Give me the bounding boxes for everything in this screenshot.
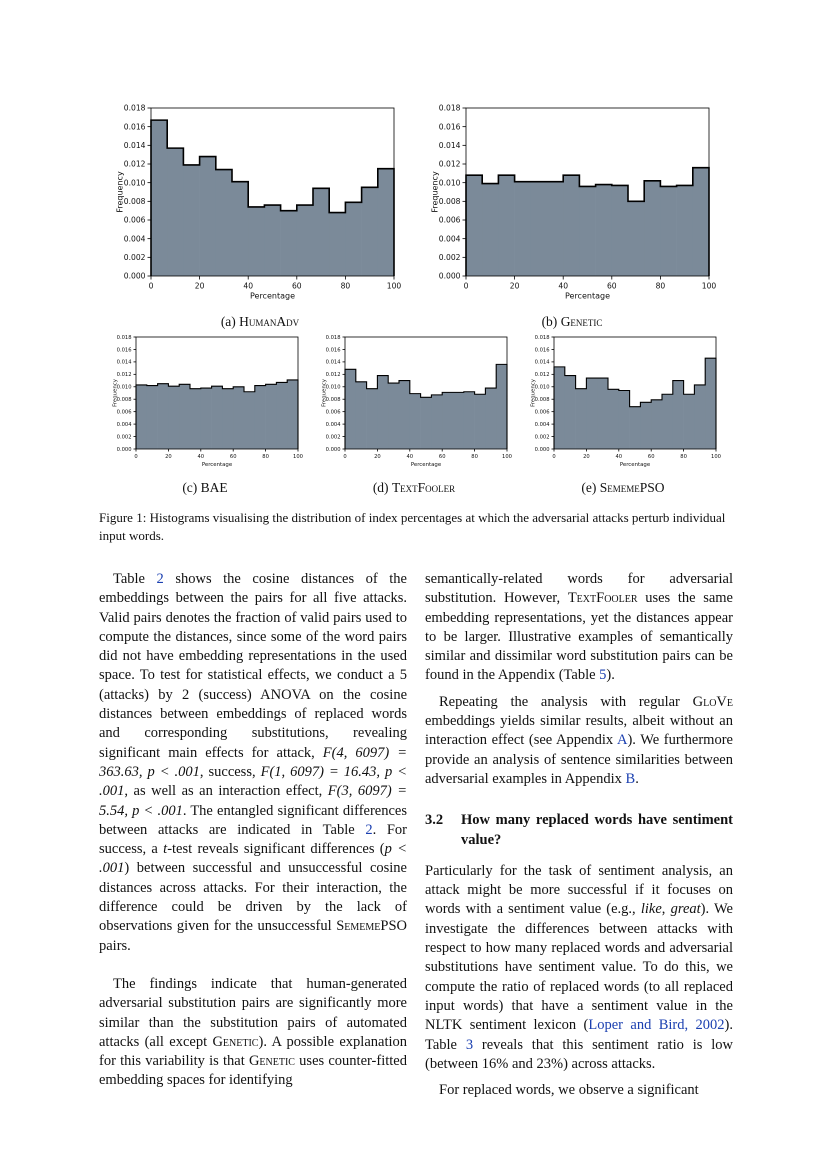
table-ref-link[interactable]: 5 [599,667,607,684]
histogram-bar [640,402,651,449]
histogram-svg [105,100,405,300]
histogram-bar [673,381,684,449]
right-column [425,570,733,1100]
text: uses counter-fitted embedding spaces for identifying [99,1053,407,1089]
text: , as well as an interaction effect, [124,783,328,800]
x-axis-label: Percentage [249,291,296,301]
y-tick-label: 0.018 [438,103,461,113]
histogram-bar [248,207,265,276]
y-tick-label: 0.006 [534,409,550,416]
x-tick-label: 0 [148,281,154,291]
histogram-bar [660,186,677,276]
y-axis-label: Frequency [112,379,119,407]
y-tick-label: 0.016 [438,122,461,132]
histogram-bar [563,175,580,276]
subcaption-c-label: (c) [182,480,198,495]
histogram-bar [498,175,515,276]
y-tick-label: 0.000 [534,446,550,453]
math-expression: F(3, 6097) = 5.54, p < .001 [99,783,407,819]
section-number: 3.2 [425,812,444,829]
histogram-bar [179,384,190,449]
y-tick-label: 0.008 [438,196,461,206]
histogram-bar [244,392,255,449]
histogram-bar [313,188,330,276]
subcaption-b [472,314,672,330]
y-tick-label: 0.002 [534,434,550,441]
y-tick-label: 0.010 [123,178,146,188]
histogram-bar [377,376,388,449]
y-tick-label: 0.004 [325,421,341,428]
histogram-bar [216,170,233,276]
histogram-svg [313,332,513,467]
x-tick-label: 0 [463,281,469,291]
x-tick-label: 60 [291,281,302,291]
histogram-bar [693,168,710,276]
y-tick-label: 0.014 [534,359,550,366]
histogram-bar [147,386,158,449]
math-expression: t [163,841,168,858]
histogram-bar [233,387,244,449]
histogram-bar [565,376,576,449]
histogram-bar [345,202,362,276]
text: embeddings yields similar results, albeit without an interaction effect (see Appendix [425,713,733,749]
y-tick-label: 0.002 [325,434,341,441]
histogram-bar [167,148,184,276]
histogram-bar [266,384,277,449]
citation-link[interactable]: Loper and Bird, 2002 [588,1017,725,1034]
y-tick-label: 0.016 [116,347,132,354]
subcaption-b-name: Genetic [560,314,603,329]
x-tick-label: 0 [552,454,556,461]
attack-name: SememePSO [336,918,407,935]
x-tick-label: 100 [711,454,721,461]
histogram-bar [442,392,453,449]
example-word: great [670,901,701,918]
histogram-bar [482,184,499,276]
subcaption-a-name: HumanAdv [239,314,300,329]
text: . [635,770,639,787]
histogram-svg [420,100,720,300]
histogram-bar [264,205,281,276]
histogram-bar [453,392,464,449]
histogram-bar [201,388,212,449]
section-title: How many replaced words have sentiment value? [461,812,733,848]
text: reveals that this sentiment ratio is low (between 16% and 23%) across attacks. [425,1036,733,1072]
text: -test reveals significant differences ( [167,841,385,858]
paragraph-findings [99,975,407,1091]
x-tick-label: 100 [502,454,512,461]
subcaption-e-name: SememePSO [599,480,665,495]
histogram-bar [151,120,168,276]
paragraph-cosine-distances [99,570,407,956]
x-tick-label: 0 [343,454,347,461]
histogram-bar [388,383,399,449]
histogram-bar [597,378,608,449]
subcaption-d-name: TextFooler [391,480,456,495]
y-tick-label: 0.014 [123,140,146,150]
math-expression: p < .001 [99,841,407,877]
histogram-bar [496,364,507,449]
table-ref-link[interactable]: 2 [156,571,164,587]
y-axis-label: Frequency [115,171,125,213]
table-ref-link[interactable]: 2 [365,821,373,838]
histogram-bar [281,211,298,276]
histogram-bar [662,394,673,449]
y-tick-label: 0.008 [116,397,132,404]
histogram-bar [612,185,629,276]
text: . For success, a [99,821,407,858]
x-tick-label: 100 [701,281,717,291]
x-tick-label: 0 [134,454,138,461]
histogram-bar [485,388,496,449]
histogram-bar [255,386,266,449]
histogram-bar [212,386,223,449]
histogram-bar [515,182,532,276]
y-tick-label: 0.010 [534,384,550,391]
x-tick-label: 80 [340,281,351,291]
text: ). We investigate the differences between attacks with respect to how many replaced words and adversarial substitutions have sentiment value. To do this, we compute the ratio of replaced words (to all replaced input words) that have a sentiment value in the NLTK sentiment lexicon ( [425,901,733,1034]
y-tick-label: 0.004 [123,234,146,244]
y-tick-label: 0.012 [123,159,146,169]
x-tick-label: 40 [615,454,623,461]
histogram-bar [431,395,442,449]
y-tick-label: 0.008 [325,397,341,404]
text: The findings indicate that human-generated adversarial substitution pairs are significantly more similar than the substitution pairs of automated attacks (all except [99,975,407,1050]
x-tick-label: 80 [680,454,687,461]
histogram-bar [183,165,200,276]
subcaption-c [120,480,290,496]
y-tick-label: 0.006 [325,409,341,416]
histogram-bar [651,400,662,449]
x-tick-label: 40 [243,281,254,291]
x-tick-label: 60 [438,454,446,461]
histogram-bar [345,369,356,449]
y-tick-label: 0.008 [123,196,146,206]
histogram-bar [421,397,432,449]
histogram-bar [576,389,587,449]
histogram-bar [475,394,486,449]
subcaption-b-label: (b) [541,314,558,329]
embedding-name: GloVe [692,693,733,710]
y-tick-label: 0.010 [116,384,132,391]
paragraph-replaced-words [425,1081,733,1100]
y-tick-label: 0.002 [116,434,132,441]
histogram-bar [705,358,716,449]
histogram-bar [677,185,694,276]
y-tick-label: 0.014 [325,359,341,366]
histogram-bar [464,392,475,449]
text: pairs. [99,937,131,954]
histogram-bar [168,386,179,449]
y-tick-label: 0.014 [438,140,461,150]
y-tick-label: 0.018 [325,334,341,341]
y-tick-label: 0.018 [116,334,132,341]
y-axis-label: Frequency [530,379,537,407]
histogram-bar [136,385,147,449]
text: shows the cosine distances of the embeddings between the pairs for all five attacks. Valid pairs denotes the fraction of valid pairs used to compute the distances, since some of the word pairs did not have embedding representations in the used space. To test for statistical effects, we conduct a 5 (attacks) by 2 (success) ANOVA on the cosine distances between embeddings of replaced words and corresponding substitutions, revealing significant main effects for attack, [99,571,407,761]
y-tick-label: 0.016 [534,347,550,354]
text: ) between successful and unsuccessful cosine distances across attacks. For their interaction, the difference could be driven by the lack of observations given for the unsuccessful [99,860,407,935]
x-tick-label: 40 [197,454,205,461]
histogram-bar [694,385,705,449]
math-expression: F(4, 6097) = 363.63, p < .001 [99,744,407,780]
y-tick-label: 0.004 [534,421,550,428]
text: ). [606,667,615,684]
histogram-bar [554,367,565,449]
y-tick-label: 0.006 [116,409,132,416]
text: ). Table [425,1017,733,1053]
y-tick-label: 0.018 [123,103,146,113]
appendix-ref-link[interactable]: A [616,732,628,749]
y-tick-label: 0.000 [123,271,146,281]
x-tick-label: 80 [262,454,269,461]
histogram-svg [104,332,304,467]
x-tick-label: 20 [509,281,520,291]
y-tick-label: 0.008 [534,397,550,404]
text: Repeating the analysis with regular [439,693,693,710]
y-tick-label: 0.012 [438,159,461,169]
histogram-bar [158,384,169,449]
y-tick-label: 0.002 [123,252,146,262]
histogram-bar [222,389,233,449]
y-tick-label: 0.004 [116,421,132,428]
figure-caption-label: Figure 1: [99,510,147,525]
y-tick-label: 0.018 [534,334,550,341]
histogram-bar [531,182,548,276]
x-tick-label: 100 [293,454,303,461]
histogram-bar [362,187,379,276]
attack-name: Genetic [212,1033,259,1050]
y-tick-label: 0.000 [116,446,132,453]
y-tick-label: 0.004 [438,234,461,244]
histogram-bar [684,394,695,449]
histogram-bar [378,169,395,276]
subcaption-a [160,314,360,330]
section-heading [425,811,733,850]
histogram-bar [297,205,314,276]
y-tick-label: 0.012 [325,372,341,379]
subcaption-c-name: BAE [200,480,228,495]
x-axis-label: Percentage [564,291,611,301]
histogram-bar [329,213,346,276]
x-tick-label: 20 [165,454,172,461]
y-axis-label: Frequency [321,379,328,407]
text: . The entangled significant differences between attacks are indicated in Table [99,802,407,838]
y-tick-label: 0.010 [438,178,461,188]
y-tick-label: 0.002 [438,252,461,262]
paragraph-continuation [425,570,733,686]
text: Table [113,571,157,587]
histogram-bar [596,185,613,276]
text: ). A possible explanation for this variability is that [99,1033,408,1070]
y-tick-label: 0.014 [116,359,132,366]
histogram-svg [522,332,722,467]
appendix-ref-link[interactable]: B [625,770,636,787]
x-axis-label: Percentage [201,461,233,468]
math-expression: F(1, 6097) = 16.43, p < .001 [99,763,407,800]
histogram-bar [608,389,619,449]
y-tick-label: 0.006 [123,215,146,225]
text: Particularly for the task of sentiment analysis, an attack might be more successful if it focuses on words with a sentiment value (e.g., [425,862,733,918]
table-ref-link[interactable]: 3 [465,1036,474,1053]
text: , success, [199,763,261,780]
histogram-bar [586,378,597,449]
attack-name: Genetic [248,1053,295,1070]
histogram-genetic [420,100,720,300]
histogram-bar [547,182,564,276]
subcaption-e-label: (e) [581,480,597,495]
histogram-bar [399,381,410,449]
histogram-sememepso [522,332,722,467]
text: ). We furthermore provide an analysis of sentence similarities between adversarial examples in Appendix [425,732,733,787]
x-tick-label: 20 [194,281,205,291]
paragraph-glove [425,693,733,789]
histogram-humanadv [105,100,405,300]
histogram-bar [232,182,249,276]
histogram-bar [276,382,287,449]
y-tick-label: 0.012 [534,372,550,379]
y-tick-label: 0.006 [438,215,461,225]
histogram-bar [466,175,483,276]
attack-name: TextFooler [567,590,638,607]
figure-caption [99,509,729,545]
left-column [99,570,407,1091]
subcaption-a-label: (a) [220,314,236,329]
y-tick-label: 0.016 [123,122,146,132]
x-tick-label: 20 [583,454,590,461]
histogram-textfooler [313,332,513,467]
x-tick-label: 80 [655,281,666,291]
histogram-bar [287,380,298,449]
y-tick-label: 0.016 [325,347,341,354]
x-tick-label: 60 [229,454,237,461]
subcaption-d [329,480,499,496]
histogram-bar [410,394,421,449]
x-tick-label: 60 [647,454,655,461]
x-tick-label: 100 [386,281,402,291]
x-axis-label: Percentage [410,461,442,468]
histogram-bar [367,389,378,449]
text: , [661,901,671,918]
histogram-bae [104,332,304,467]
y-tick-label: 0.000 [438,271,461,281]
histogram-bar [644,181,661,276]
histogram-bar [356,382,367,449]
x-tick-label: 40 [558,281,569,291]
histogram-bar [190,389,201,449]
y-tick-label: 0.010 [325,384,341,391]
example-word: like [640,901,662,918]
x-axis-label: Percentage [619,461,651,468]
paragraph-sentiment [425,862,733,1074]
x-tick-label: 20 [374,454,381,461]
text: semantically-related words for adversarial substitution. However, [425,571,733,607]
y-tick-label: 0.000 [325,446,341,453]
text: uses the same embedding representations, yet the distances appear to be larger. Illustrative examples of semantically similar and dissimilar word substitution pairs can be found in the Appendix (Table [425,590,733,684]
x-tick-label: 60 [606,281,617,291]
subcaption-d-label: (d) [372,480,389,495]
y-axis-label: Frequency [430,171,440,213]
figure-caption-text: Histograms visualising the distribution of index percentages at which the adversarial attacks perturb individual input words. [99,510,726,543]
x-tick-label: 80 [471,454,478,461]
subcaption-e [538,480,708,496]
histogram-bar [630,407,641,449]
histogram-bar [619,391,630,449]
y-tick-label: 0.012 [116,372,132,379]
histogram-bar [200,157,217,276]
x-tick-label: 40 [406,454,414,461]
histogram-bar [579,186,596,276]
histogram-bar [628,201,645,276]
text: For replaced words, we observe a significant [439,1082,699,1099]
